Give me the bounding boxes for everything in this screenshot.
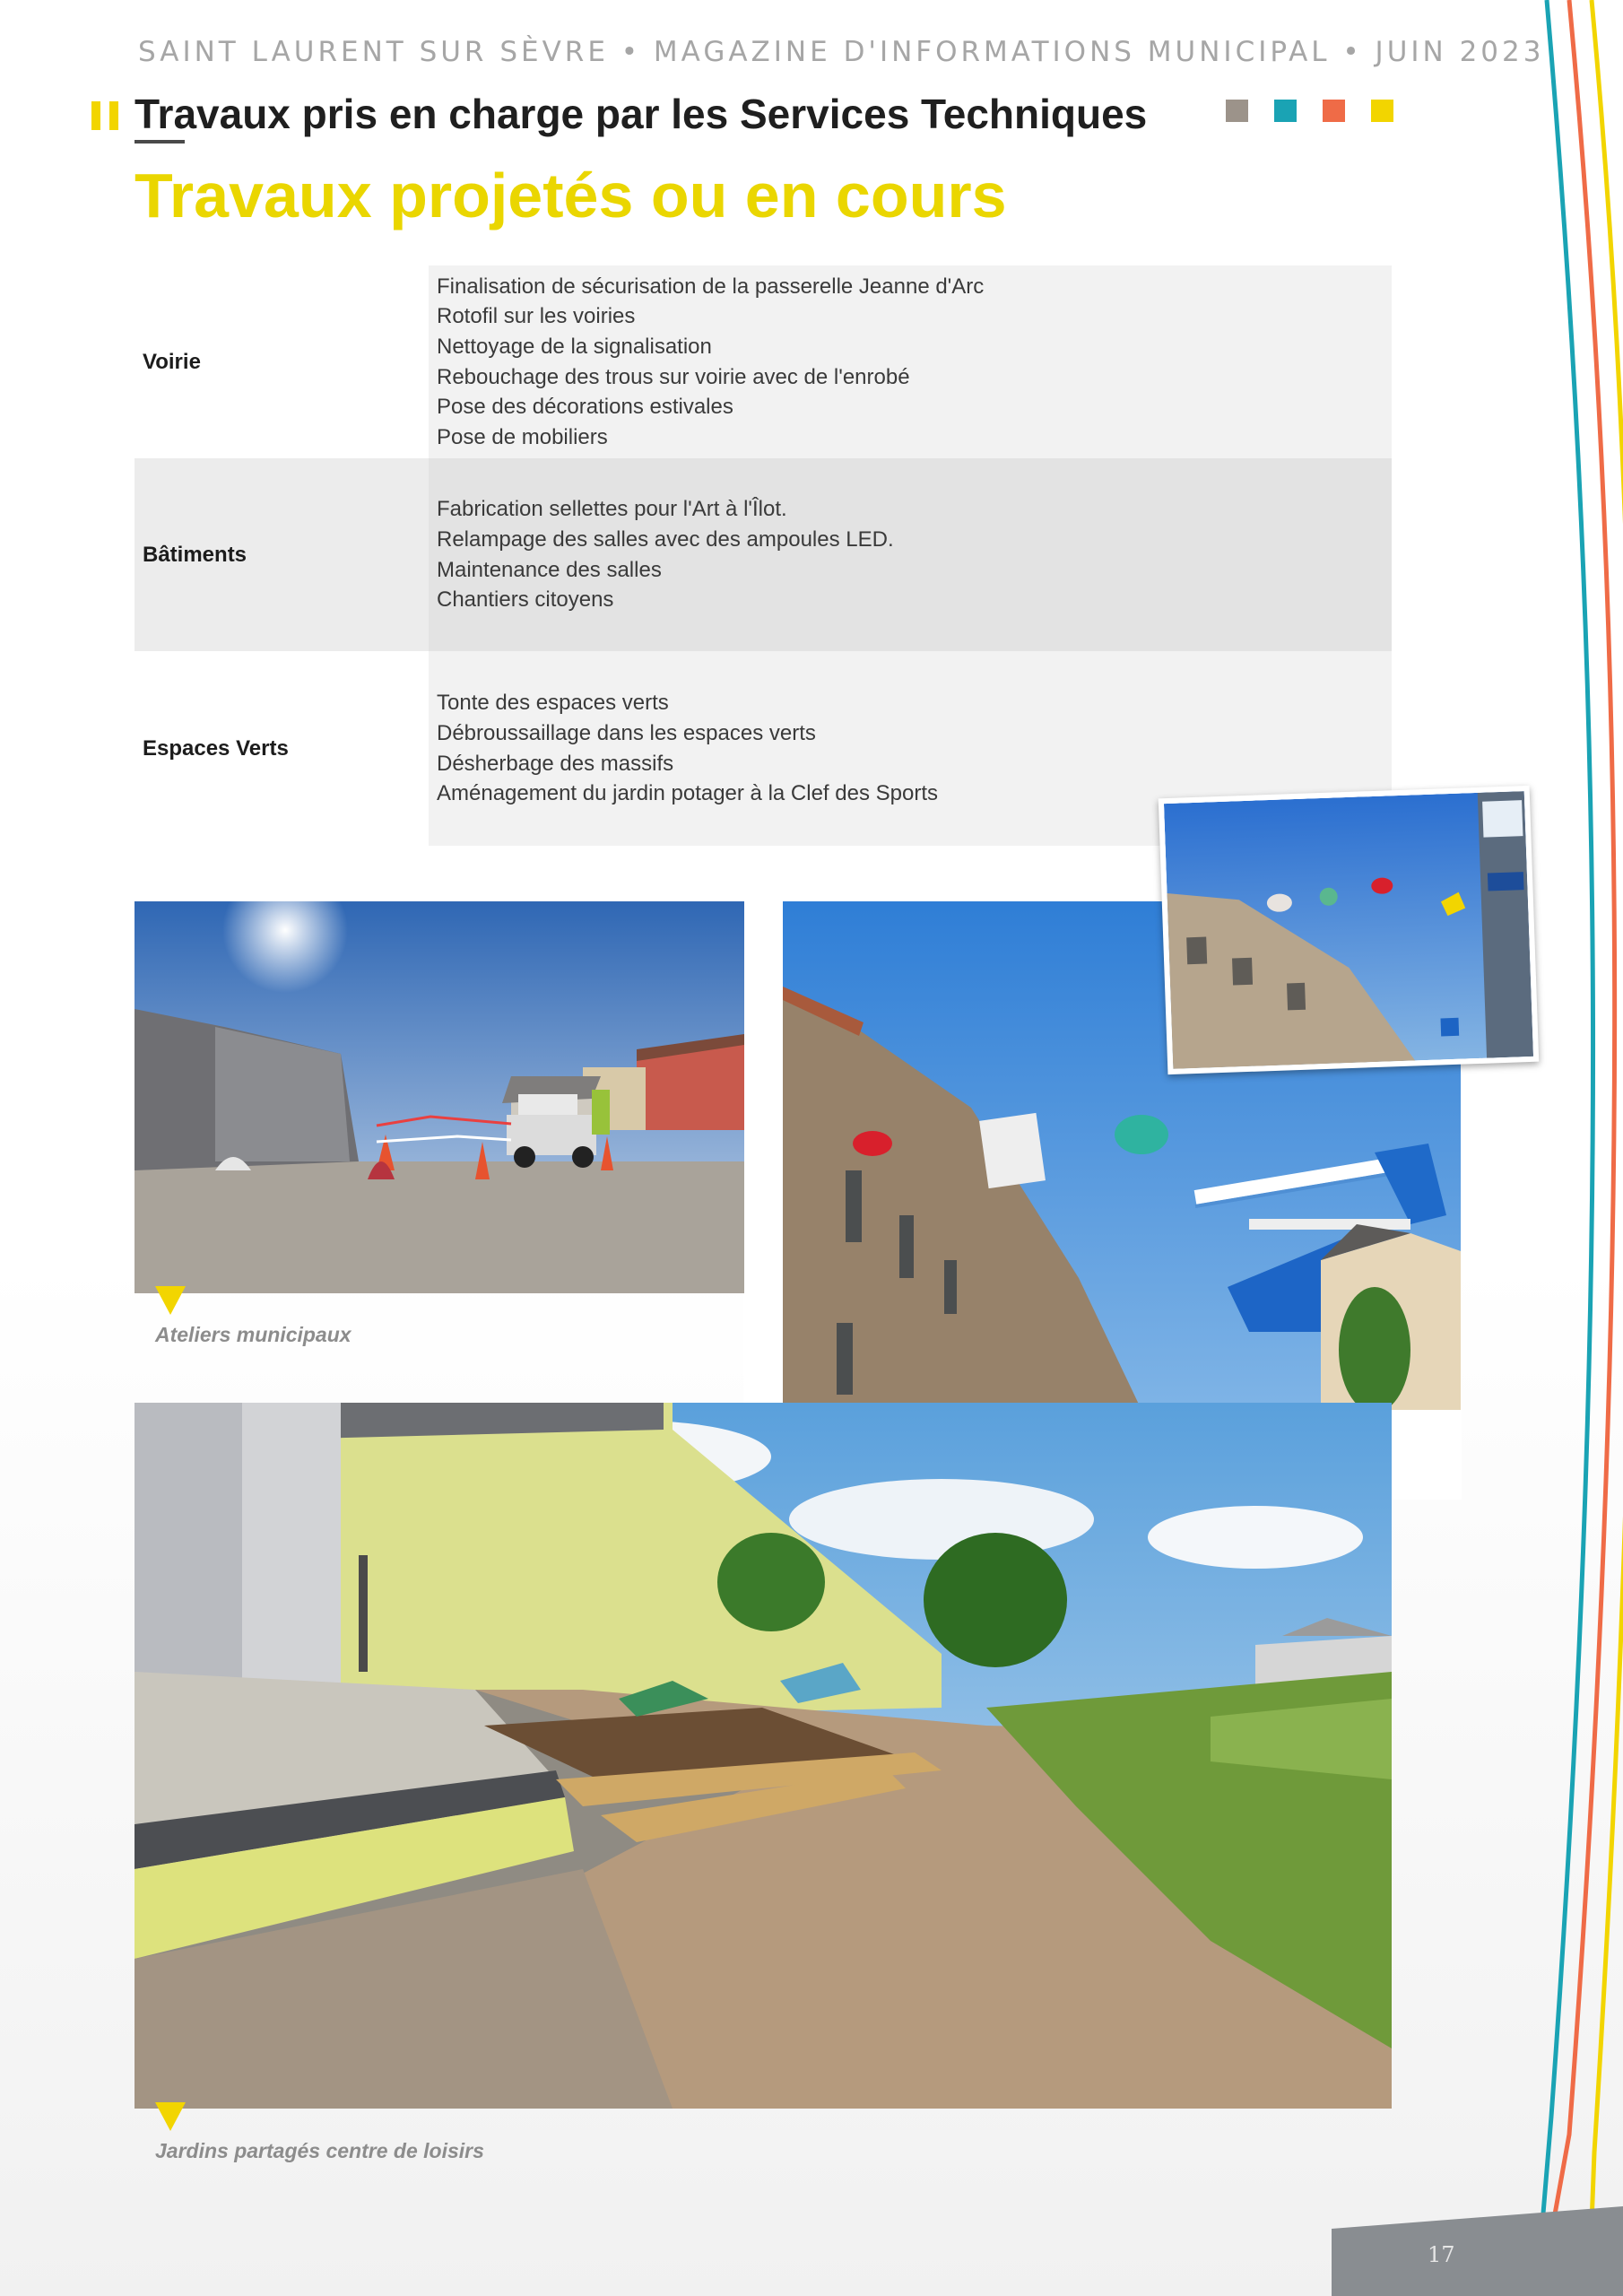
caption-marker-icon [155, 2102, 186, 2131]
decorative-lines [1435, 0, 1623, 2296]
row-items [429, 265, 1392, 458]
works-table [135, 265, 1392, 846]
color-square-orange [1323, 100, 1345, 122]
list-item: Nettoyage de la signalisation [437, 334, 712, 359]
list-item: Aménagement du jardin potager à la Clef des Sports [437, 781, 938, 806]
row-items [429, 458, 1392, 651]
running-header: SAINT LAURENT SUR SÈVRE • MAGAZINE D'INFORMATIONS MUNICIPAL • JUIN 2023 [138, 36, 1545, 68]
row-category: Espaces Verts [135, 651, 429, 846]
list-item: Pose de mobiliers [437, 424, 608, 449]
list-item: Chantiers citoyens [437, 587, 614, 613]
page-number: 17 [1428, 2242, 1455, 2267]
list-item: Désherbage des massifs [437, 751, 674, 776]
ateliers-caption: Ateliers municipaux [155, 1323, 352, 1346]
table-row [135, 265, 1392, 458]
list-item: Finalisation de sécurisation de la passerelle Jeanne d'Arc [437, 274, 985, 299]
list-item: Relampage des salles avec des ampoules LED. [437, 526, 894, 552]
section-title: Travaux pris en charge par les Services Techniques [135, 91, 1148, 137]
caption-marker-icon [155, 1286, 186, 1315]
color-squares [1226, 100, 1393, 122]
list-item: Rotofil sur les voiries [437, 304, 636, 329]
jardins-caption: Jardins partagés centre de loisirs [155, 2139, 484, 2162]
ateliers-photo [135, 901, 744, 1293]
color-square-teal [1274, 100, 1297, 122]
list-item: Rebouchage des trous sur voirie avec de l'enrobé [437, 364, 910, 389]
section-marker-icon [91, 101, 118, 130]
orange-line [1553, 0, 1615, 2224]
jardins-photo [135, 1403, 1392, 2109]
page-title: Travaux projetés ou en cours [135, 161, 1007, 230]
list-item: Pose des décorations estivales [437, 395, 733, 420]
page-number-tab [1332, 2206, 1623, 2296]
color-square-yellow [1371, 100, 1393, 122]
list-item: Débroussaillage dans les espaces verts [437, 720, 816, 745]
list-item: Maintenance des salles [437, 557, 662, 582]
color-square-taupe [1226, 100, 1248, 122]
row-category: Voirie [135, 265, 429, 458]
row-category: Bâtiments [135, 458, 429, 651]
list-item: Tonte des espaces verts [437, 691, 669, 716]
section-title-underline [135, 140, 185, 144]
list-item: Fabrication sellettes pour l'Art à l'Îlot. [437, 497, 787, 522]
table-row [135, 458, 1392, 651]
